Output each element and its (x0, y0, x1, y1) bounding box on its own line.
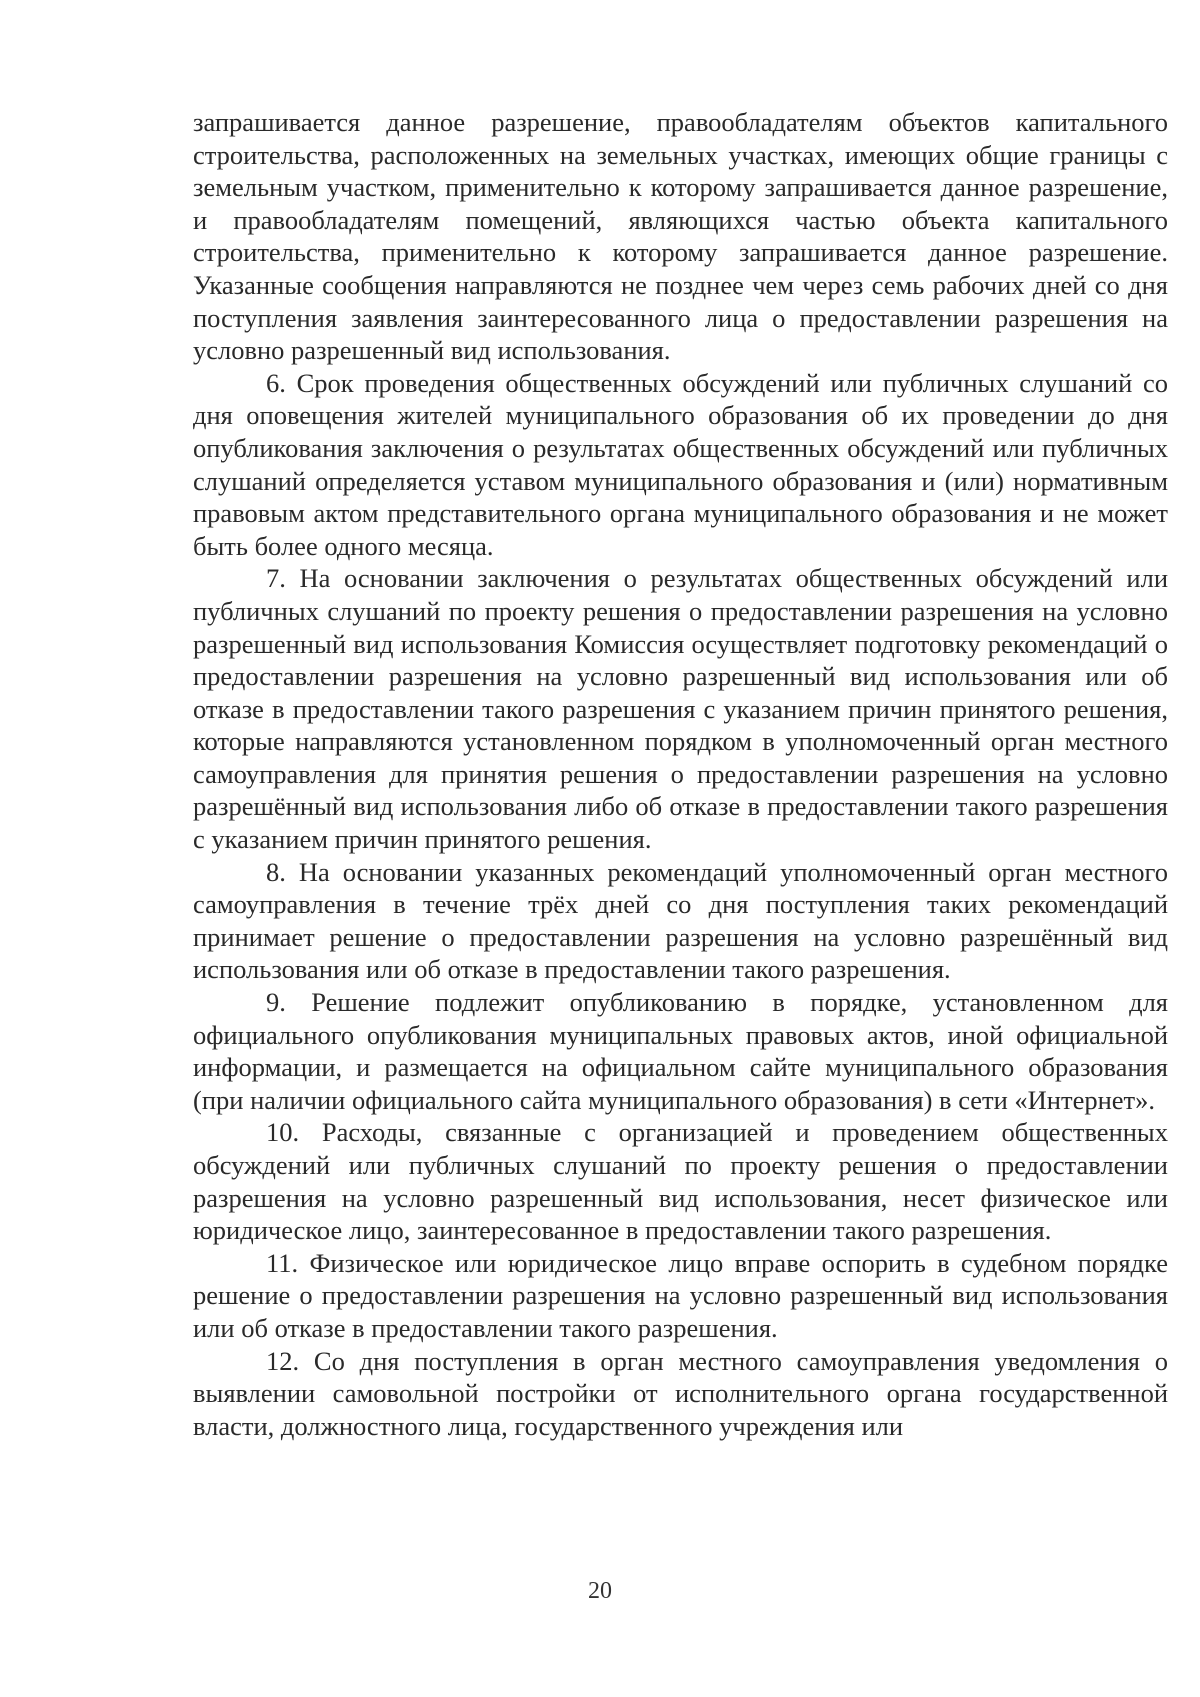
paragraph-10: 10. Расходы, связанные с организацией и проведением общественных обсуждений или публичных слушаний по проекту решения о предоставлении разрешения на условно разрешенный вид использования, несет физическое или юридическое лицо, заинтересованное в предоставлении такого разрешения. (193, 1117, 1168, 1246)
document-body (193, 106, 1168, 1442)
paragraph-7: 7. На основании заключения о результатах общественных обсуждений или публичных слушаний по проекту решения о предоставлении разрешения на условно разрешенный вид использования Комиссия осуществляет подготовку рекомендаций о предоставлении разрешения на условно разрешенный вид использования или об отказе в предоставлении такого разрешения с указанием причин принятого решения, которые направляются установленном порядком в уполномоченный орган местного самоуправления для принятия решения о предоставлении разрешения на условно разрешённый вид использования либо об отказе в предоставлении такого разрешения с указанием причин принятого решения. (193, 563, 1168, 855)
paragraph-12: 12. Со дня поступления в орган местного самоуправления уведомления о выявлении самовольной постройки от исполнительного органа государственной власти, должностного лица, государственного учреждения или (193, 1345, 1168, 1441)
paragraph-continuation: запрашивается данное разрешение, правообладателям объектов капитального строительства, расположенных на земельных участках, имеющих общие границы с земельным участком, применительно к которому запрашивается данное разрешение, и правообладателям помещений, являющихся частью объекта капитального строительства, применительно к которому запрашивается данное разрешение. Указанные сообщения направляются не позднее чем через семь рабочих дней со дня поступления заявления заинтересованного лица о предоставлении разрешения на условно разрешенный вид использования. (193, 107, 1168, 366)
paragraph-9: 9. Решение подлежит опубликованию в порядке, установленном для официального опубликования муниципальных правовых актов, иной официальной информации, и размещается на официальном сайте муниципального образования (при наличии официального сайта муниципального образования) в сети «Интернет». (193, 987, 1168, 1115)
paragraph-6: 6. Срок проведения общественных обсуждений или публичных слушаний со дня оповещения жителей муниципального образования об их проведении до дня опубликования заключения о результатах общественных обсуждений или публичных слушаний определяется уставом муниципального образования и (или) нормативным правовым актом представительного органа муниципального образования и не может быть более одного месяца. (193, 367, 1168, 561)
paragraph-8: 8. На основании указанных рекомендаций уполномоченный орган местного самоуправления в течение трёх дней со дня поступления таких рекомендаций принимает решение о предоставлении разрешения на условно разрешённый вид использования или об отказе в предоставлении такого разрешения. (193, 856, 1168, 985)
paragraph-11: 11. Физическое или юридическое лицо вправе оспорить в судебном порядке решение о предоставлении разрешения на условно разрешенный вид использования или об отказе в предоставлении такого разрешения. (193, 1247, 1168, 1343)
page-number: 20 (588, 1578, 612, 1604)
